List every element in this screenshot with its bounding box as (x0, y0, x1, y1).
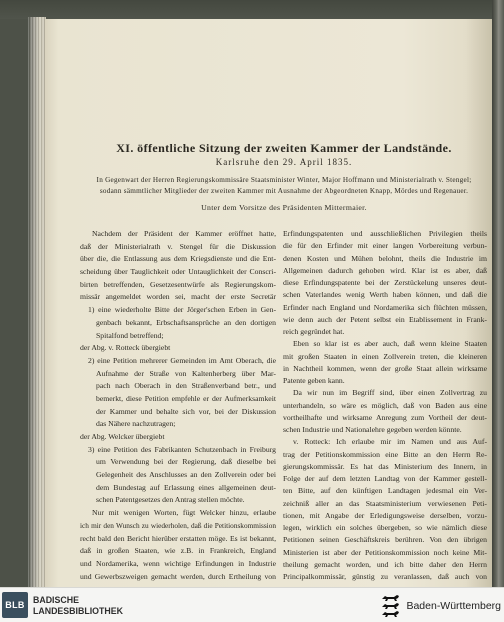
left-column-line: 3) eine Petition des Fabrikanten Schutzenbach in Freiburg (88, 444, 276, 454)
left-column-line: 2) eine Petition mehrerer Gemeinden im Amt Oberach, die (88, 355, 276, 365)
right-column-line: Erfinder nach England und Nordamerika sich flüchten müssen, (283, 302, 487, 312)
right-column-line: Allgemeinen dadurch gehoben wird. Klar ist es aber, daß (283, 265, 487, 275)
left-column-line: über die, die Entlassung aus dem Kriegsdienste und die Ent- (80, 254, 276, 264)
left-column-line: recht bald den Bericht hierüber erstatten möge. Es ist bekannt, (80, 533, 276, 543)
left-column-line: Aufnahme der Straße von Kaltenherberg über Mar- (96, 368, 276, 378)
right-column (283, 228, 487, 583)
library-name-link[interactable] (33, 595, 153, 617)
left-column-line: um Verwendung bei der Regierung, daß dieselbe bei (96, 457, 276, 467)
left-column-line: 1) eine wiederholte Bitte der Jörger'schen Erben in Gen- (88, 305, 276, 315)
scan-background (0, 0, 504, 19)
blb-logo[interactable]: BLB (2, 592, 28, 618)
left-column-line: pach nach Oberach in den Straßenverband betr., und (96, 381, 276, 391)
binding-gutter (492, 0, 504, 587)
left-column-line: daß in großen Staaten, wie z.B. in Frankreich, England (80, 546, 276, 556)
library-name-line: LANDESBIBLIOTHEK (33, 606, 123, 616)
state-name: Baden-Württemberg (406, 600, 501, 612)
left-column-line: und Nordamerika, wenn wichtige Erfindungen in Industrie (80, 558, 276, 568)
right-column-line: tionen, mit Angabe der Erledigungsweise derselben, vorzu- (283, 510, 487, 520)
attendance-line: sodann sämmtlicher Mitglieder der zweiten Kammer mit Ausnahme der Abgeordneten Knapp, Mördes und Regenauer. (99, 187, 469, 195)
left-column-line: ich mir den Wunsch zu wiederholen, daß die Petitionskommission (80, 520, 276, 530)
left-column-line: genbach bekannt, Erbschaftsansprüche an den dortigen (96, 317, 276, 327)
right-column-line: Da wir nun im Begriff sind, über einen Zollvertrag zu (293, 388, 487, 398)
right-column-line: gierungskommissär. Es hat das Ministerium des Innern, in (283, 461, 487, 471)
left-column-line: Nachdem der Präsident der Kammer eröffnet hatte, (92, 229, 276, 238)
left-column-line: Spitalfond betreffend; (96, 330, 164, 340)
session-title: XI. öffentliche Sitzung der zweiten Kammer der Landstände. (116, 141, 452, 155)
left-column-line: der Abg. v. Rotteck übergiebt (80, 343, 171, 353)
page-edges (28, 17, 46, 587)
right-column-line: theilung gemacht worden, und ich bitte daher den Herrn (283, 559, 487, 569)
right-column-line: Ministerien ist aber der Petitionskommission noch keine Mit- (283, 547, 487, 557)
left-column-line: daß der Ministerialrath v. Stengel für die Diskussion (80, 241, 276, 251)
right-column-line: ten Bitte, auf den künftigen Landtagen jedesmal ein Ver- (283, 486, 487, 496)
right-column-line: schen Industrie und Nationalehre gegeben werden könnte. (283, 425, 462, 434)
right-column-line: schen Vaterlandes wenig Werth haben können, und daß die (283, 290, 487, 300)
left-column-line: bemerkt, diese Petition empfehle er der Aufmerksamkeit (96, 393, 276, 403)
right-column-line: Erfindungspatenten und ausschließlichen Privilegien theils (283, 229, 487, 238)
right-column-line: Folge der auf dem letzten Landtag von der Kammer gestell- (283, 474, 487, 483)
left-column-line: das Nähere nachzutragen; (96, 419, 176, 429)
left-column-line: Gelegenheit des Anschlusses an den Zollverein oder bei (96, 470, 276, 480)
right-column-line: Petitionen seinen Geschäftskreis berühren. Von den übrigen (283, 535, 487, 545)
three-lions-icon (381, 594, 401, 618)
baden-wuerttemberg-logo[interactable] (381, 594, 501, 618)
library-name-line: BADISCHE (33, 595, 79, 605)
left-column-line: schen Patentgesetzes den Antrag stellen möchte. (96, 495, 245, 505)
right-column-line: mit großen Staaten in einen Zollverein treten, die kleineren (283, 351, 487, 361)
left-column-line: birten betreffenden, Gesetzesentwürfe als Regierungskom- (80, 279, 276, 289)
right-column-line: reich gegründet hat. (283, 327, 345, 336)
dateline: Karlsruhe den 29. April 1835. (215, 157, 353, 167)
left-column-line: scheidung über Tauglichkeit oder Untauglichkeit der Conscri- (80, 267, 276, 277)
attendance (80, 175, 488, 197)
left-column-line: der Abg. Welcker übergiebt (80, 432, 165, 441)
right-column-line: legen, wirklich ein solches übergeben, so wie nämlich diese (283, 523, 487, 532)
left-column-line: missär angemeldet worden sei, macht der erste Secretär (80, 292, 276, 302)
right-column-line: in Nachtheil kommen, wenn der große Staat allein wirksame (283, 363, 487, 373)
right-column-line: Eben so klar ist es aber auch, daß wenn kleine Staaten (293, 339, 487, 349)
right-column-line: Principalkommissär, günstig zu veranlassen, daß auch von (283, 572, 487, 581)
right-column-line: vortheilhafte und wirksame Anregung zum Vortheil der deut- (283, 412, 487, 422)
left-column (80, 228, 276, 583)
right-column-line: v. Rotteck: Ich erlaube mir im Namen und aus Auf- (293, 437, 487, 447)
right-column-line: unterhandeln, so wäre es möglich, daß von Baden aus eine (283, 400, 487, 410)
left-column-line: und Gewerbszweigen gemacht werden, durch Ertheilung von (80, 571, 276, 581)
left-column-line: Nur mit wenigen Worten, fügt Welcker hinzu, erlaube (92, 508, 276, 518)
right-column-line: zeichniß aller an das Staatsministerium verwiesenen Peti- (283, 498, 487, 508)
chair-line: Unter dem Vorsitze des Präsidenten Mittermaier. (201, 203, 367, 212)
right-column-line: die für den Erfinder mit einer langen Vorbereitung verbun- (283, 241, 487, 251)
right-column-line: denen Kosten und Mühen belohnt, theils die Industrie im (283, 253, 487, 263)
right-column-line: diese Erfindungspatente bei der Zerstückelung unseres deut- (283, 278, 487, 287)
right-column-line: Patente geben kann. (283, 376, 345, 385)
footer-bar (0, 587, 504, 622)
right-column-line: trag der Petitionskommission eine Bitte an den Herrn Re- (283, 449, 487, 459)
left-column-line: dem Bundestag auf Erlassung eines allgemeinen deut- (96, 482, 276, 492)
attendance-line: In Gegenwart der Herren Regierungskommissäre Staatsminister Winter, Major Hoffmann und Ministerialrath v. Stengel; (96, 176, 472, 184)
left-column-line: der Kammer und behalte sich vor, bei der Diskussion (96, 406, 276, 416)
right-column-line: wie denn auch der Petent selbst ein Etablissement in Frank- (283, 314, 487, 324)
